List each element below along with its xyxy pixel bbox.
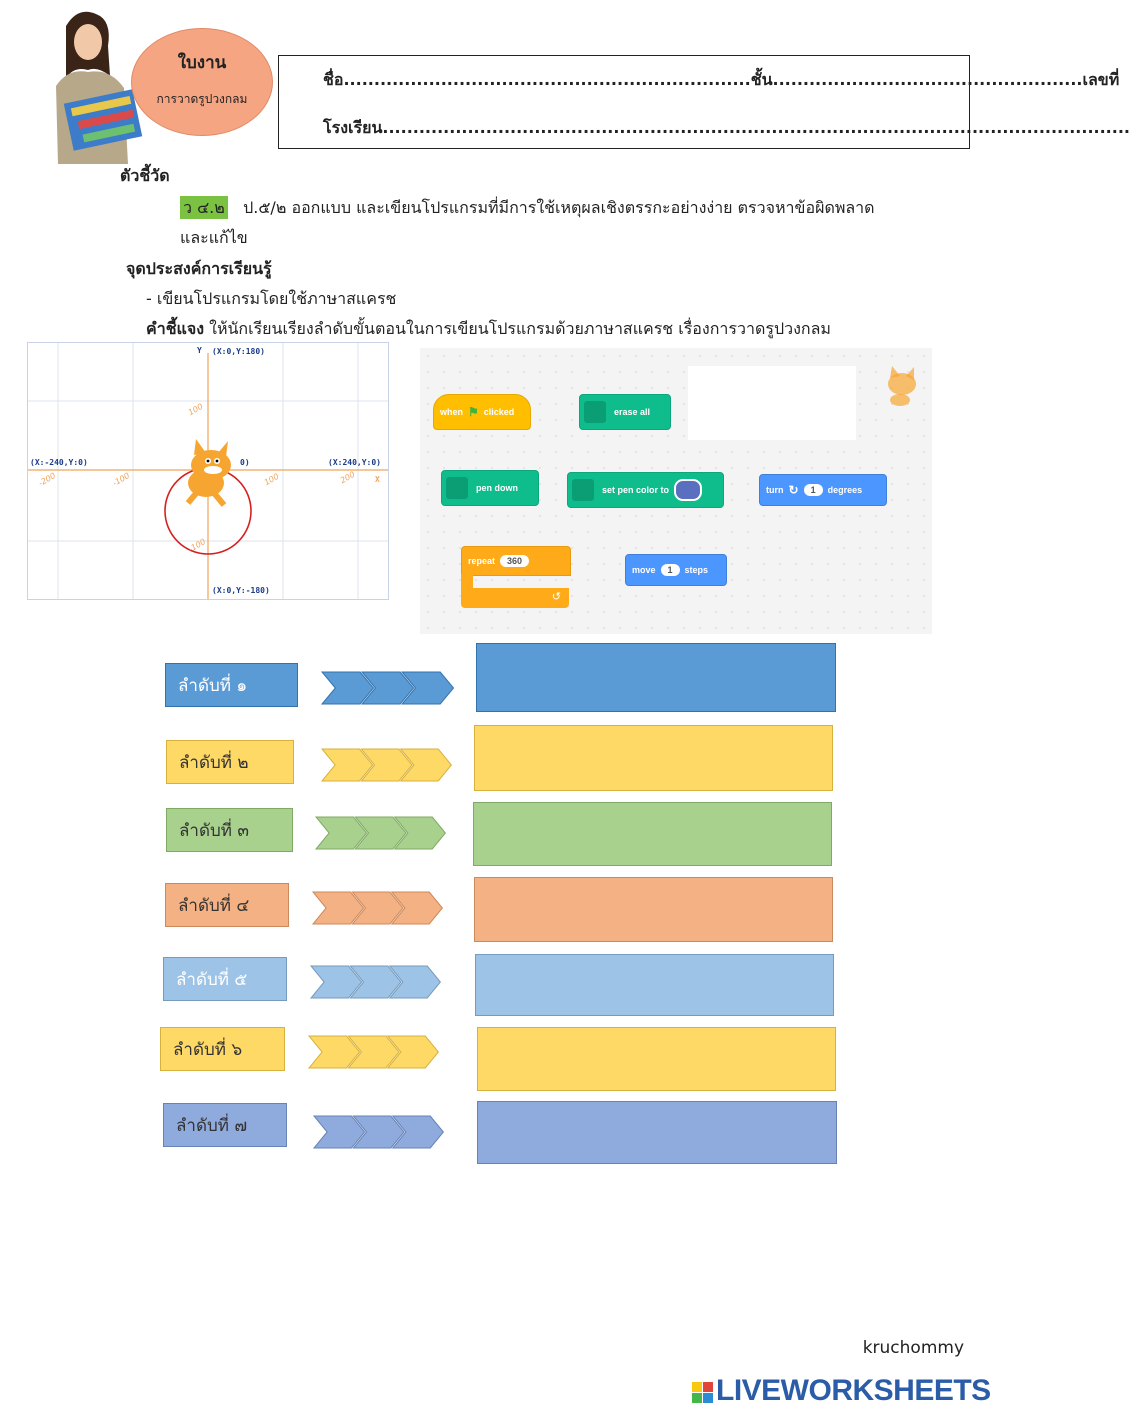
objective-item: - เขียนโปรแกรมโดยใช้ภาษาสแครช [146, 289, 397, 308]
green-flag-icon: ⚑ [468, 405, 479, 419]
liveworksheets-logo-text: LIVEWORKSHEETS [716, 1374, 991, 1407]
step-arrows-7 [314, 1116, 434, 1148]
indicator-code: ว ๔.๒ [180, 196, 228, 219]
answer-drop-box-3[interactable] [473, 802, 832, 866]
move-steps-input[interactable]: 1 [661, 564, 680, 576]
set-pen-color-block[interactable]: set pen color to [567, 472, 724, 508]
worksheet-title: ใบงาน [177, 53, 227, 73]
y-axis-label: Y [197, 346, 202, 355]
answer-drop-box-4[interactable] [474, 877, 833, 942]
school-line[interactable]: โรงเรียน........................................................................................................................... [323, 118, 1130, 137]
tick-label: 100 [186, 401, 205, 418]
rotate-right-icon: ↻ [788, 483, 799, 497]
pen-color-swatch[interactable] [674, 479, 702, 501]
instruction-line [146, 317, 831, 342]
step-label-2: ลำดับที่ ๒ [166, 740, 294, 784]
repeat-block[interactable]: repeat 360 [461, 546, 571, 576]
stage-grid [28, 343, 388, 599]
scratch-code-area [420, 348, 932, 634]
right-coordinate: (X:240,Y:0) [328, 458, 381, 467]
indicator-text: ป.๕/๒ ออกแบบ และเขียนโปรแกรมที่มีการใช้เหตุผลเชิงตรรกะอย่างง่าย ตรวจหาข้อผิดพลาด [243, 198, 875, 217]
pen-down-block[interactable]: pen down [441, 470, 539, 506]
step-label-7: ลำดับที่ ๗ [163, 1103, 287, 1147]
step-label-3: ลำดับที่ ๓ [166, 808, 293, 852]
turn-degrees-block[interactable]: turn ↻ 1 degrees [759, 474, 887, 506]
answer-drop-box-5[interactable] [475, 954, 834, 1016]
center-coordinate-partial: 0) [240, 458, 250, 467]
x-axis-label: X [375, 475, 380, 484]
top-coordinate: (X:0,Y:180) [212, 347, 265, 356]
step-label-5: ลำดับที่ ๕ [163, 957, 287, 1001]
cat-thumbnail-icon [880, 364, 924, 408]
step-arrows-5 [311, 966, 431, 998]
step-label-4: ลำดับที่ ๔ [165, 883, 289, 927]
repeat-block-footer [461, 588, 569, 608]
erase-all-block[interactable]: erase all [579, 394, 671, 430]
step-arrows-2 [322, 749, 442, 781]
tick-label: -100 [186, 537, 208, 554]
repeat-count-input[interactable]: 360 [500, 555, 529, 567]
left-coordinate: (X:-240,Y:0) [30, 458, 88, 467]
worksheet-subtitle: การวาดรูปวงกลม [156, 92, 248, 106]
indicator-line-2: และแก้ไข [180, 228, 248, 247]
move-steps-block[interactable]: move 1 steps [625, 554, 727, 586]
student-info-box [278, 55, 1130, 149]
name-class-number-line[interactable]: ชื่อ...................................................................ชั้น...................................................เลขที่ [323, 70, 1120, 89]
indicator-line-1 [180, 196, 875, 221]
pen-icon [446, 477, 468, 499]
liveworksheets-logo-icon [692, 1382, 713, 1403]
liveworksheets-logo [692, 1374, 991, 1408]
turn-degrees-input[interactable]: 1 [804, 484, 823, 496]
step-label-1: ลำดับที่ ๑ [165, 663, 298, 707]
objective-heading: จุดประสงค์การเรียนรู้ [126, 259, 272, 278]
tick-label: 100 [262, 471, 281, 488]
pen-icon [584, 401, 606, 423]
author-credit: kruchommy [862, 1338, 964, 1358]
scratch-stage [27, 342, 389, 600]
step-arrows-1 [322, 672, 444, 704]
answer-drop-box-2[interactable] [474, 725, 833, 791]
answer-drop-box-6[interactable] [477, 1027, 836, 1091]
tick-label: -100 [110, 471, 132, 488]
bottom-coordinate: (X:0,Y:-180) [212, 586, 270, 595]
pen-icon [572, 479, 594, 501]
tick-label: -200 [36, 471, 58, 488]
blank-panel [688, 366, 856, 440]
answer-drop-box-1[interactable] [476, 643, 836, 712]
step-arrows-4 [313, 892, 433, 924]
answer-drop-box-7[interactable] [477, 1101, 837, 1164]
step-arrows-3 [316, 817, 436, 849]
instruction-text: ให้นักเรียนเรียงลำดับขั้นตอนในการเขียนโปรแกรมด้วยภาษาสแครช เรื่องการวาดรูปวงกลม [204, 319, 831, 338]
step-arrows-6 [309, 1036, 429, 1068]
repeat-block-arm [461, 574, 473, 588]
instruction-label: คำชี้แจง [146, 319, 205, 338]
when-flag-clicked-block[interactable]: when ⚑ clicked [433, 394, 531, 430]
tick-label: 200 [338, 469, 357, 486]
loop-arrow-icon: ↺ [551, 590, 561, 603]
indicator-heading: ตัวชี้วัด [120, 166, 170, 185]
worksheet-title-badge [131, 28, 273, 136]
step-label-6: ลำดับที่ ๖ [160, 1027, 285, 1071]
scratch-cat-sprite [188, 439, 231, 505]
